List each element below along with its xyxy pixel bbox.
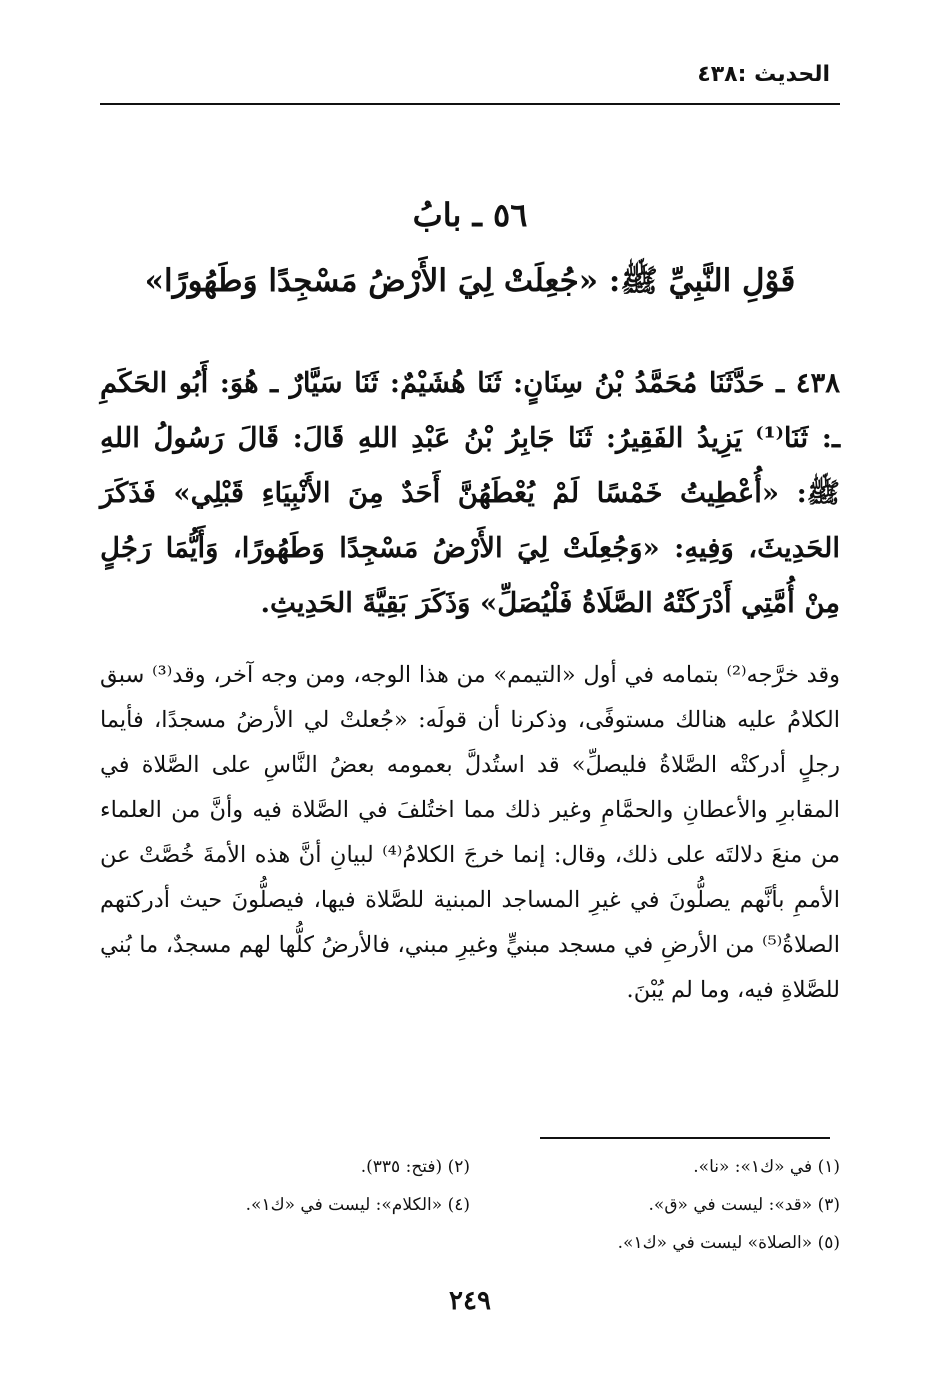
footnote-2: (٢) (فتح: ٣٣٥). <box>360 1157 470 1177</box>
commentary-text: وقد خرَّجه⁽²⁾ بتمامه في أول «التيمم» من هذا الوجه، ومن وجه آخر، وقد⁽³⁾ سبق الكلامُ عليه هنالك مستوفًى، وذكرنا أن قولَه: «جُعلتْ لي الأرضُ مسجدًا، فأيما رجلٍ أدركتْه الصَّلاةُ فليصلِّ» قد استُدلَّ بعمومه بعضُ النَّاسِ على الصَّلاة في المقابرِ والأعطانِ والحمَّامِ وغير ذلك مما اختُلفَ في الصَّلاة فيه وأنَّ من العلماء من منعَ دلالتَه على ذلك، وقال: إنما خرجَ الكلامُ⁽⁴⁾ لبيانِ أنَّ هذه الأمةَ خُصَّتْ عن الأممِ بأنَّهم يصلُّونَ في غيرِ المساجد المبنية للصَّلاة فيها، فيصلُّونَ حيث أدركتهم الصلاةُ⁽⁵⁾ من الأرضِ في مسجد مبنيٍّ وغيرِ مبني، فالأرضُ كلُّها لهم مسجدٌ، ما بُني للصَّلاةِ فيه، وما لم يُبْنَ. <box>100 661 841 1003</box>
footnote-row <box>100 1148 840 1186</box>
footnote-3: (٣) «قد»: ليست في «ق». <box>648 1195 840 1215</box>
running-header: الحديث :٤٣٨ <box>697 62 830 87</box>
footnote-row <box>100 1224 840 1262</box>
chapter-number: ٥٦ ـ بابُ <box>412 196 528 234</box>
chapter-title: قَوْلِ النَّبِيِّ ﷺ: «جُعِلَتْ لِيَ الأَرْضُ مَسْجِدًا وَطَهُورًا» <box>144 263 796 299</box>
footnote-4: (٤) «الكلام»: ليست في «ك١». <box>245 1195 470 1215</box>
footnotes <box>100 1148 840 1262</box>
page-number: ٢٤٩ <box>449 1286 491 1316</box>
footnote-rule <box>540 1137 830 1139</box>
footnote-row <box>100 1186 840 1224</box>
footnote-5: (٥) «الصلاة» ليست في «ك١». <box>617 1233 840 1253</box>
footnote-1: (١) في «ك١»: «نا». <box>693 1157 840 1177</box>
header-rule <box>100 103 840 105</box>
hadith-text: ٤٣٨ ـ حَدَّثَنَا مُحَمَّدُ بْنُ سِنَانٍ: ثَنَا هُشَيْمٌ: ثَنَا سَيَّارٌ ـ هُوَ: أَبُو الحَكَمِ ـ: ثَنَا⁽¹⁾ يَزِيدُ الفَقِيرُ: ثَنَا جَابِرُ بْنُ عَبْدِ اللهِ قَالَ: قَالَ رَسُولُ اللهِ ﷺ: «أُعْطِيتُ خَمْسًا لَمْ يُعْطَهُنَّ أَحَدٌ مِنَ الأَنْبِيَاءِ قَبْلِي» فَذَكَرَ الحَدِيثَ، وَفِيهِ: «وَجُعِلَتْ لِيَ الأَرْضُ مَسْجِدًا وَطَهُورًا، وَأَيُّمَا رَجُلٍ مِنْ أُمَّتِي أَدْرَكَتْهُ الصَّلَاةُ فَلْيُصَلِّ» وَذَكَرَ بَقِيَّةَ الحَدِيثِ. <box>100 366 840 619</box>
